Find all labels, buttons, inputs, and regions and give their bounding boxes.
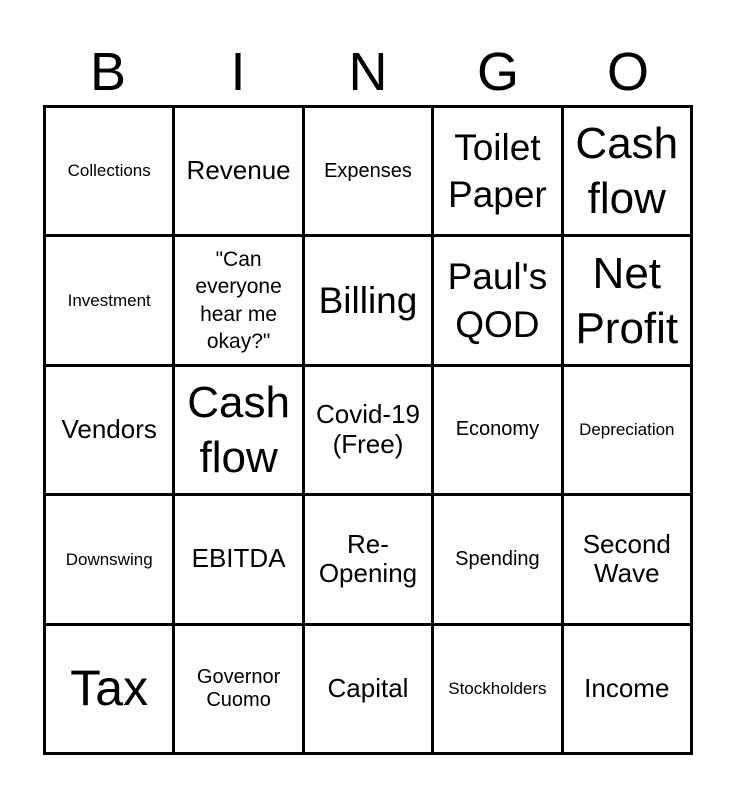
bingo-cell[interactable]: EBITDA: [175, 496, 304, 625]
bingo-cell[interactable]: Paul's QOD: [434, 237, 563, 366]
bingo-board: [43, 105, 693, 755]
bingo-cell[interactable]: Stockholders: [434, 626, 563, 755]
bingo-cell[interactable]: Vendors: [46, 367, 175, 496]
bingo-cell[interactable]: Income: [564, 626, 693, 755]
bingo-cell[interactable]: Second Wave: [564, 496, 693, 625]
bingo-cell[interactable]: "Can everyone hear me okay?": [175, 237, 304, 366]
bingo-cell[interactable]: Investment: [46, 237, 175, 366]
bingo-cell[interactable]: Downswing: [46, 496, 175, 625]
bingo-cell[interactable]: Governor Cuomo: [175, 626, 304, 755]
bingo-cell[interactable]: Toilet Paper: [434, 108, 563, 237]
header-letter-b: B: [89, 42, 127, 102]
bingo-cell[interactable]: Net Profit: [564, 237, 693, 366]
header-letter-i: I: [230, 42, 246, 102]
bingo-cell[interactable]: Billing: [305, 237, 434, 366]
free-space-cell[interactable]: Covid-19 (Free): [305, 367, 434, 496]
header-letter-g: G: [476, 42, 519, 102]
header-letter-o: O: [606, 42, 649, 102]
bingo-cell[interactable]: Economy: [434, 367, 563, 496]
bingo-cell[interactable]: Revenue: [175, 108, 304, 237]
bingo-cell[interactable]: Depreciation: [564, 367, 693, 496]
bingo-cell[interactable]: Re-Opening: [305, 496, 434, 625]
bingo-cell[interactable]: Tax: [46, 626, 175, 755]
bingo-cell[interactable]: Cash flow: [564, 108, 693, 237]
header-letter-n: N: [348, 42, 388, 102]
bingo-header: [43, 40, 693, 104]
bingo-cell[interactable]: Cash flow: [175, 367, 304, 496]
bingo-cell[interactable]: Spending: [434, 496, 563, 625]
bingo-cell[interactable]: Capital: [305, 626, 434, 755]
bingo-cell[interactable]: Expenses: [305, 108, 434, 237]
bingo-cell[interactable]: Collections: [46, 108, 175, 237]
